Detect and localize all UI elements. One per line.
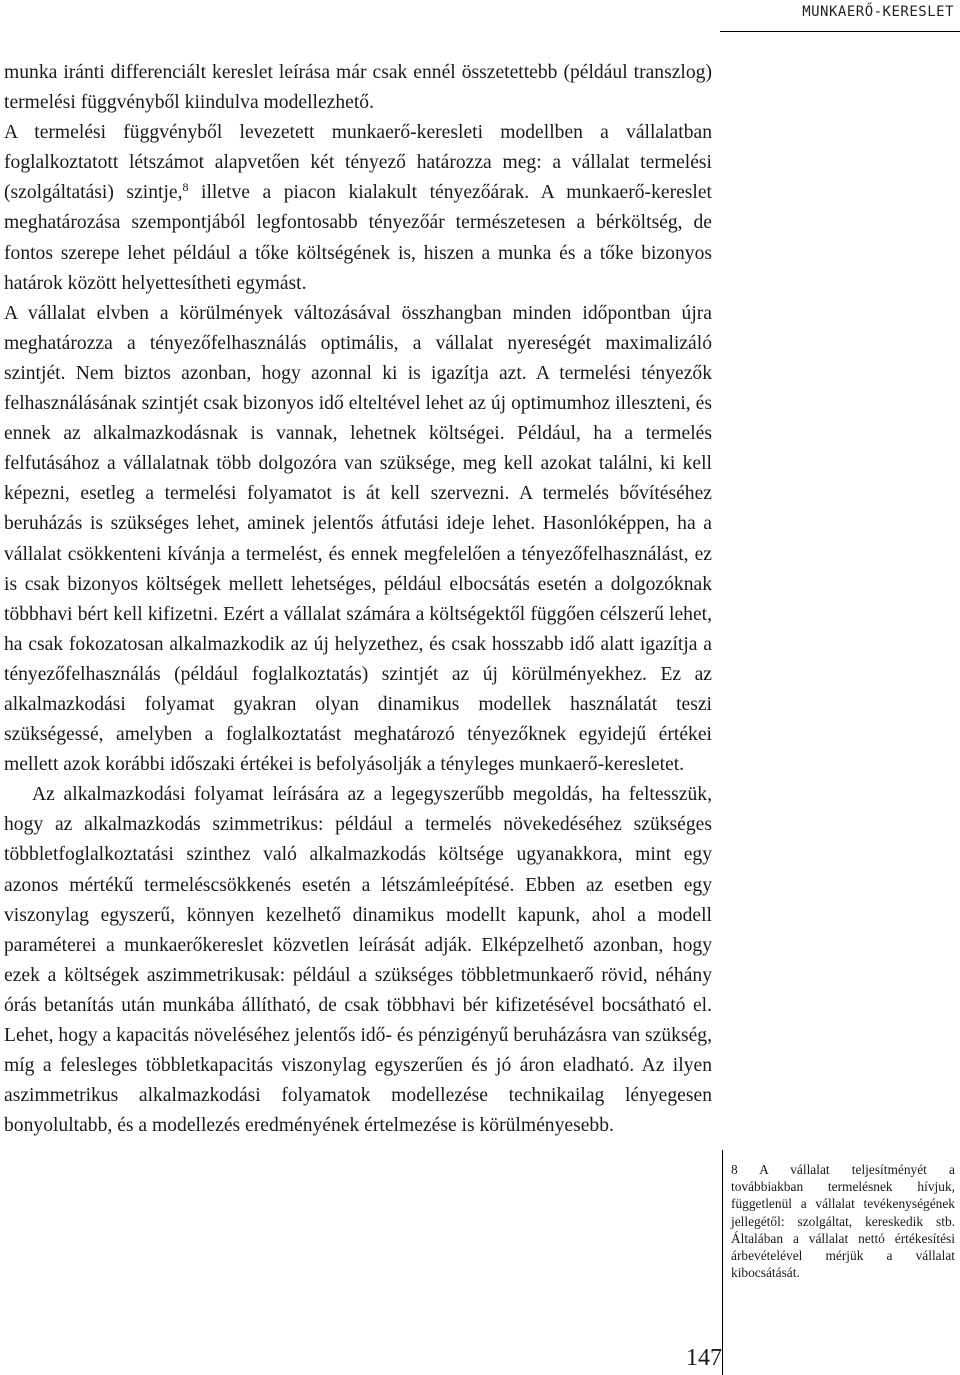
paragraph-demand-model bbox=[4, 118, 712, 299]
sidenote-footnote: 8 A vállalat teljesítményét a továbbiakban termelésnek hívjuk, függetlenül a vállalat tevékenységének jellegétől: szolgáltat, kereskedik stb. Általában a vállalat nettó értékesítési árbevételével mérjük a vállalat kibocsátását. bbox=[731, 1162, 955, 1281]
paragraph-adjustment: A vállalat elvben a körülmények változásával összhangban minden időpontban újra meghatározza a tényezőfelhasználás optimális, a vállalat nyereségét maximalizáló szintjét. Nem biztos azonban, hogy azonnal ki is igazítja azt. A termelési tényezők felhasználásának szintjét csak bizonyos idő elteltével lehet az új optimumhoz illeszteni, és ennek az alkalmazkodásnak is vannak, lehetnek költségei. Például, ha a termelés felfutásához a vállalatnak több dolgozóra van szüksége, meg kell azokat találni, ki kell képezni, esetleg a termelési folyamatot is át kell szervezni. A termelés bővítéséhez beruházás is szükséges lehet, aminek jelentős átfutási ideje lehet. Hasonlóképpen, ha a vállalat csökkenteni kívánja a termelést, és ennek megfelelően a tényezőfelhasználást, ez is csak bizonyos költségek mellett lehetséges, például elbocsátás esetén a dolgozóknak többhavi bért kell kifizetni. Ezért a vállalat számára a költségektől függően célszerű lehet, ha csak fokozatosan alkalmazkodik az új helyzethez, és csak hosszabb idő alatt igazítja a tényezőfelhasználás (például foglalkoztatás) szintjét az új körülményekhez. Ez az alkalmazkodási folyamat gyakran olyan dinamikus modellek használatát teszi szükségessé, amelyben a foglalkoztatást meghatározó tényezőknek egyidejű értékei mellett azok korábbi időszaki értékei is befolyásolják a tényleges munkaerő-keresletet. bbox=[4, 302, 712, 776]
paragraph-demand-model-text-b: illetve a piacon kialakult tényezőárak. A munkaerő-kereslet meghatározása szempontjából legfontosabb tényezőár természetesen a bérköltség, de fontos szerepe lehet például a tőke költségének is, hiszen a munka és a tőke bizonyos határok között helyettesítheti egymást. bbox=[4, 182, 712, 294]
paragraph-demand-model-text-a: A termelési függvényből levezetett munkaerő-keresleti modellben a vállalatban foglalkoztatott létszámot alapvetően két tényező határozza meg: a vállalat termelési (szolgáltatási) szintje, bbox=[4, 122, 712, 204]
running-head-rule bbox=[720, 0, 960, 32]
paragraph-symmetric-adjustment: Az alkalmazkodási folyamat leírására az a legegyszerűbb megoldás, ha feltesszük, hogy az alkalmazkodás szimmetrikus: például a termelés növekedéséhez szükséges többletfoglalkoztatási szinthez való alkalmazkodás költsége ugyanakkora, mint egy azonos mértékű termeléscsökkenés esetén a létszámleépítésé. Ebben az esetben egy viszonylag egyszerű, könnyen kezelhető dinamikus modellt kapunk, ahol a modell paraméterei a munkaerőkereslet közvetlen leírását adják. Elképzelhető azonban, hogy ezek a költségek aszimmetrikusak: például a szükséges többletmunkaerő rövid, néhány órás betanítás után munkába állítható, de csak többhavi bér kifizetésével bocsátható el. Lehet, hogy a kapacitás növeléséhez jelentős idő- és pénzigényű beruházásra van szükség, míg a felesleges többletkapacitás viszonylag egyszerűen és jó áron eladható. Az ilyen aszimmetrikus alkalmazkodási folyamatok modellezése technikailag lényegesen bonyolultabb, és a modellezés eredményének értelmezése is körülményesebb. bbox=[4, 784, 712, 1137]
footnote-reference[interactable]: 8 bbox=[182, 180, 189, 195]
main-text-column bbox=[4, 58, 712, 1141]
sidenote-rule bbox=[722, 1150, 723, 1375]
page-number: 147 bbox=[686, 1345, 722, 1371]
running-head: MUNKAERŐ-KERESLET bbox=[802, 4, 954, 20]
paragraph-continuation: munka iránti differenciált kereslet leírása már csak ennél összetettebb (például transzlog) termelési függvényből kiindulva modellezhető. bbox=[4, 62, 712, 114]
